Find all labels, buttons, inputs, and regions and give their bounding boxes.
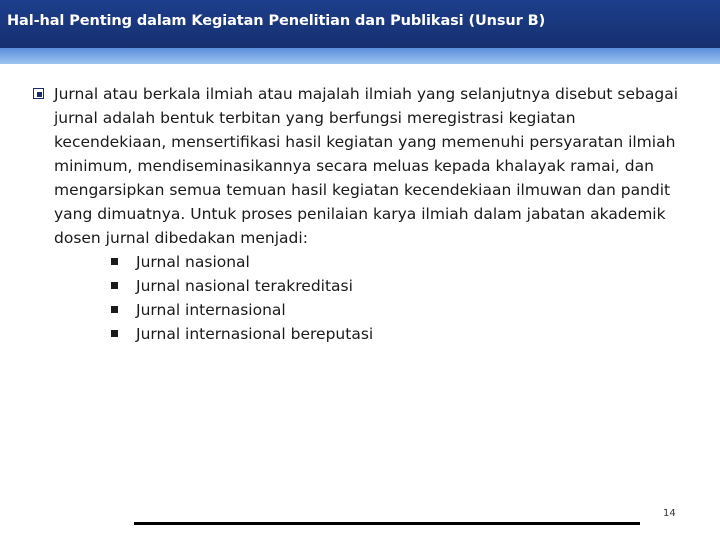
slide-content [33, 82, 683, 346]
slide-title: Hal-hal Penting dalam Kegiatan Penelitian dan Publikasi (Unsur B) [7, 13, 546, 29]
paragraph-text: Jurnal atau berkala ilmiah atau majalah ilmiah yang selanjutnya disebut sebagai jurnal adalah bentuk terbitan yang berfungsi meregistrasi kegiatan kecendekiaan, mensertifikasi hasil kegiatan yang memenuhi persyaratan ilmiah minimum, mendiseminasikannya secara meluas kepada khalayak ramai, dan mengarsipkan semua temuan hasil kegiatan kecendekiaan ilmuwan dan pandit yang dimuatnya. Untuk proses penilaian karya ilmiah dalam jabatan akademik dosen jurnal dibedakan menjadi: [54, 85, 679, 247]
square-bullet-icon [111, 258, 118, 265]
list-item [110, 250, 683, 274]
title-bar [0, 0, 720, 48]
main-bullet-item [33, 82, 683, 250]
list-item-label: Jurnal internasional [136, 301, 286, 319]
list-item [110, 322, 683, 346]
footer-divider [134, 522, 640, 525]
list-item-label: Jurnal internasional bereputasi [136, 325, 374, 343]
accent-strip [0, 48, 720, 64]
list-item-label: Jurnal nasional terakreditasi [136, 277, 353, 295]
journal-type-list [33, 250, 683, 346]
list-item [110, 274, 683, 298]
list-item [110, 298, 683, 322]
square-bullet-icon [111, 306, 118, 313]
checkbox-bullet-icon [33, 88, 44, 99]
square-bullet-icon [111, 330, 118, 337]
list-item-label: Jurnal nasional [136, 253, 250, 271]
square-bullet-icon [111, 282, 118, 289]
page-number: 14 [663, 508, 676, 519]
